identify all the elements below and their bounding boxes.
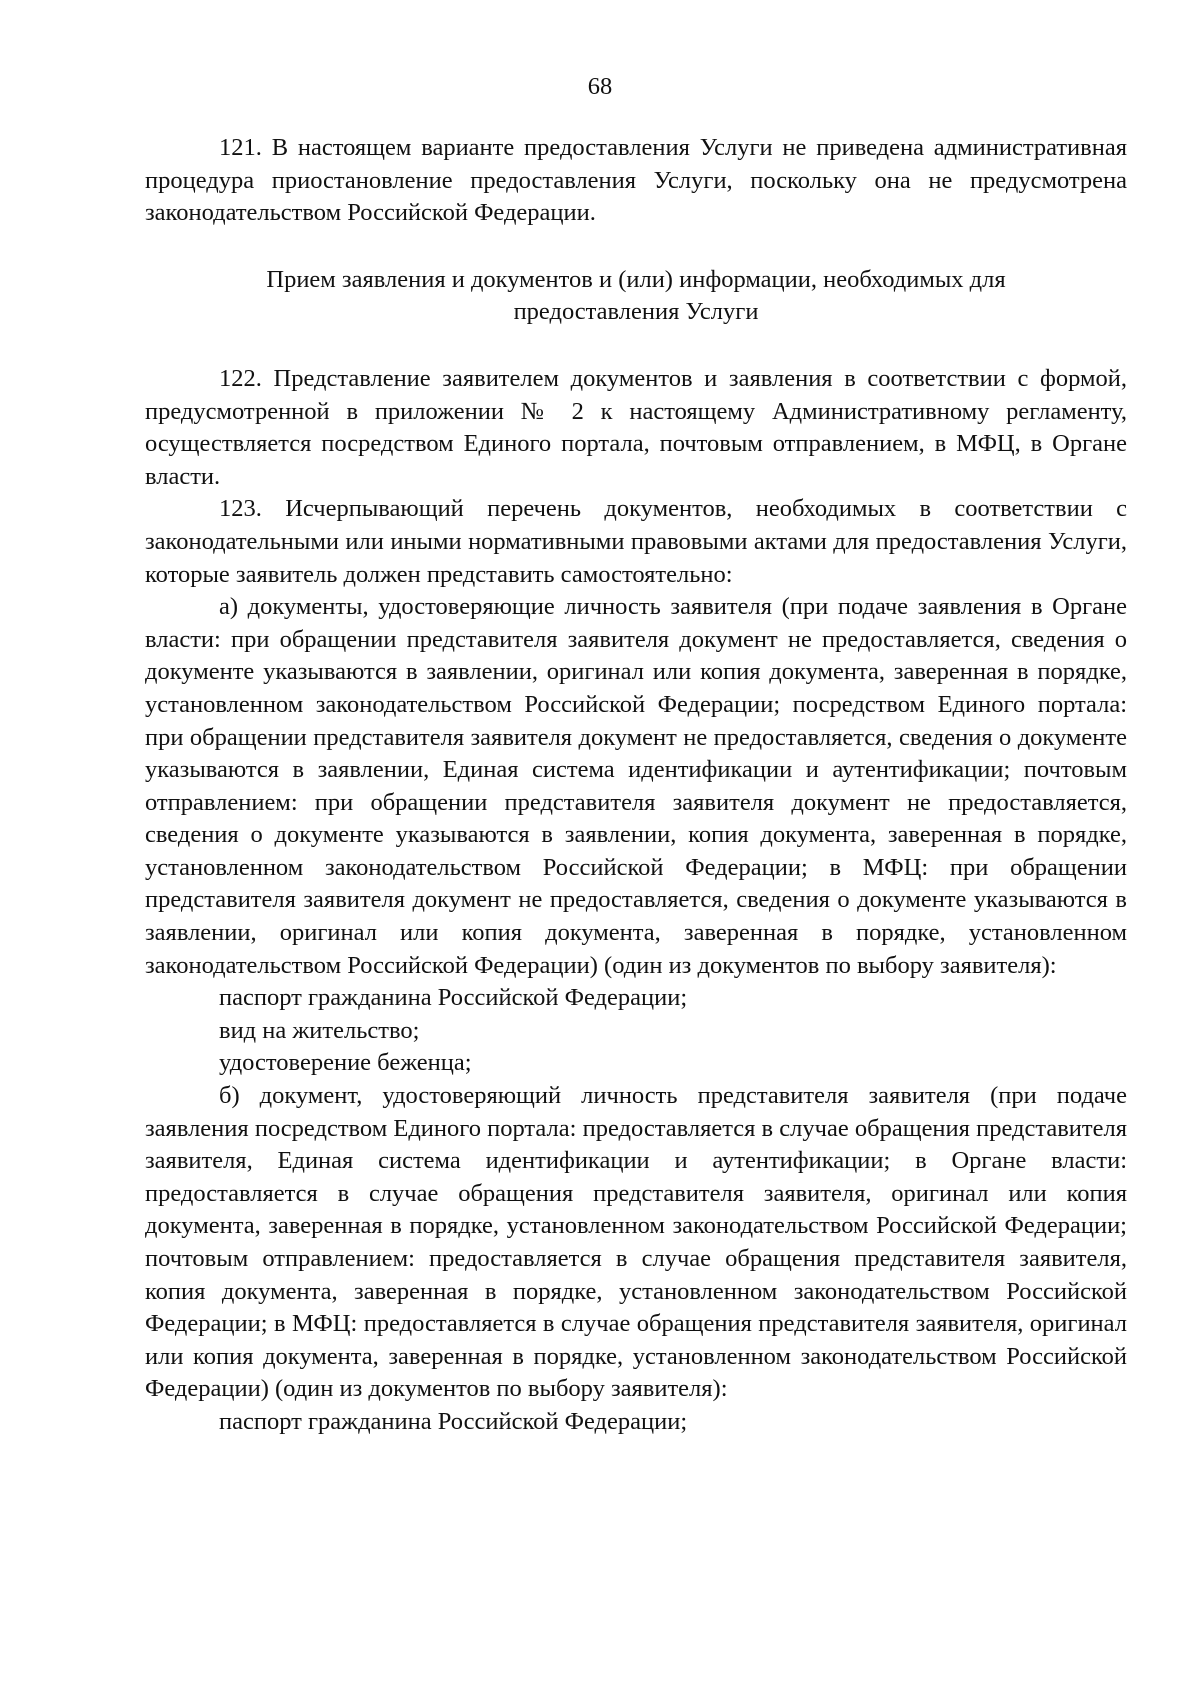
paragraph-123-b: б) документ, удостоверяющий личность представителя заявителя (при подаче заявления посредством Единого портала: предоставляется в случае обращения представителя заявителя, Единая система идентификации и аутентификации; в Органе власти: предоставляется в случае обращения представителя заявителя, оригинал или копия документа, заверенная в порядке, установленном законодательством Российской Федерации; почтовым отправлением: предоставляется в случае обращения представителя заявителя, копия документа, заверенная в порядке, установленном законодательством Российской Федерации; в МФЦ: предоставляется в случае обращения представителя заявителя, оригинал или копия документа, заверенная в порядке, установленном законодательством Российской Федерации) (один из документов по выбору заявителя): <box>145 1082 1127 1403</box>
section-heading-line-2: предоставления Услуги <box>513 298 759 326</box>
paragraph-123-a: а) документы, удостоверяющие личность заявителя (при подаче заявления в Органе власти: при обращении представителя заявителя документ не предоставляется, сведения о документе указываются в заявлении, оригинал или копия документа, заверенная в порядке, установленном законодательством Российской Федерации; посредством Единого портала: при обращении представителя заявителя документ не предоставляется, сведения о документе указываются в заявлении, Единая система идентификации и аутентификации; почтовым отправлением: при обращении представителя заявителя документ не предоставляется, сведения о документе указываются в заявлении, копия документа, заверенная в порядке, установленном законодательством Российской Федерации; в МФЦ: при обращении представителя заявителя документ не предоставляется, сведения о документе указываются в заявлении, оригинал или копия документа, заверенная в порядке, установленном законодательством Российской Федерации) (один из документов по выбору заявителя): <box>145 593 1127 979</box>
list-item-refugee-certificate: удостоверение беженца; <box>219 1049 472 1077</box>
paragraph-121: 121. В настоящем варианте предоставления Услуги не приведена административная процедура приостановление предоставления Услуги, поскольку она не предусмотрена законодательством Российской Федерации. <box>145 134 1127 227</box>
list-item-residence-permit: вид на жительство; <box>219 1016 420 1044</box>
document-body <box>145 132 1127 1439</box>
paragraph-122: 122. Представление заявителем документов и заявления в соответствии с формой, предусмотренной в приложении № 2 к настоящему Административному регламенту, осуществляется посредством Единого портала, почтовым отправлением, в МФЦ, в Органе власти. <box>145 364 1127 490</box>
list-item-passport: паспорт гражданина Российской Федерации; <box>219 984 688 1012</box>
page-number: 68 <box>587 73 613 100</box>
paragraph-123: 123. Исчерпывающий перечень документов, необходимых в соответствии с законодательными или иными нормативными правовыми актами для предоставления Услуги, которые заявитель должен представить самостоятельно: <box>145 495 1127 588</box>
section-heading-line-1: Прием заявления и документов и (или) информации, необходимых для <box>266 265 1006 293</box>
list-item-passport-representative: паспорт гражданина Российской Федерации; <box>219 1407 688 1435</box>
